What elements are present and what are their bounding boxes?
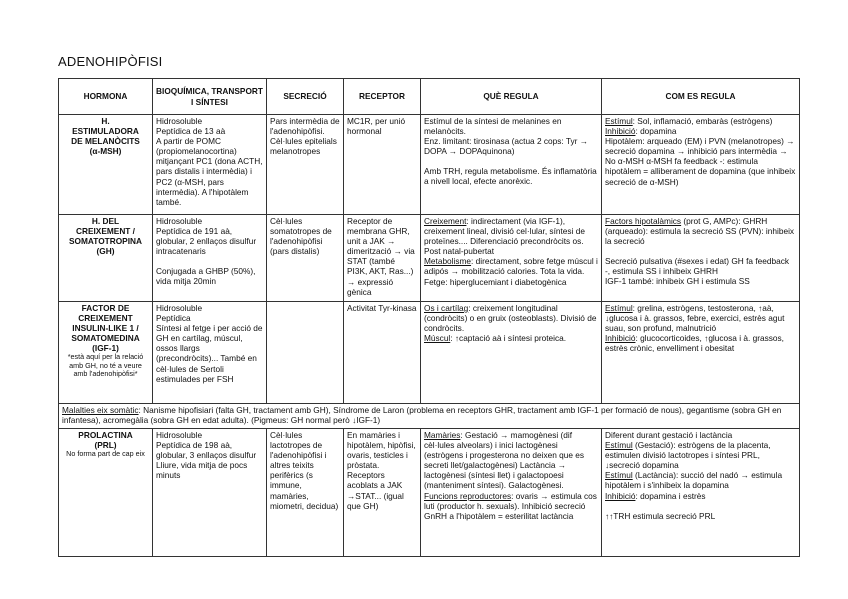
- prl-secrecio: Cèl·lules lactotropes de l'adenohipòfisi i altres teixits perifèrics (s immune, mamàries, miometri, decidua): [267, 429, 344, 557]
- prl-receptor: En mamàries i hipotàlem, hipòfisi, ovaris, testicles i pròstata. Receptors acoblats a JAK →STAT... (igual que GH): [344, 429, 421, 557]
- gh-bioquimica: Hidrosoluble Peptídica de 191 aà, globular, 2 enllaços disulfur intracatenaris Conjugada a GHBP (50%), vida mitja 20min: [153, 215, 267, 302]
- igf1-que-regula: Os i cartílag: creixement longitudinal (condròcits) o en gruix (osteoblasts). Divisió de condròcits. Múscul: ↑captació aà i síntesi proteica.: [421, 302, 602, 404]
- igf1-note: *està aquí per la relació amb GH, no té a veure amb l'adenohipòfisi*: [67, 352, 144, 379]
- igf1-secrecio: [267, 302, 344, 404]
- prl-com-es-regula: Diferent durant gestació i lactància Estímul (Gestació): estrògens de la placenta, estimulen divisió lactotropes i síntesi PRL, ↓secreció dopamina Estímul (Lactància): succió del nadó → estimula hipotàlem i s'inhibeix la dopamina Inhibició: dopamina i estrès ↑↑TRH estimula secreció PRL: [602, 429, 800, 557]
- header-receptor: RECEPTOR: [344, 79, 421, 115]
- adenohipofisi-table: [58, 78, 800, 557]
- prl-que-regula: Mamàries: Gestació → mamogènesi (dif cèl·lules alveolars) i inici lactogènesi (estrògens i progesterona no deixen que es secreti llet/galactogènesi) Lactància → lactogènesi (síntesi llet) i galactopoesi (manteniment síntesi). Galactogènesi. Funcions reproductores: ovaris → estimula cos luti (productor h. sexuals). Inhibició secreció GnRH a l'hipotàlem = esterilitat lactància: [421, 429, 602, 557]
- msh-com-es-regula: Estímul: Sol, inflamació, embaràs (estrògens) Inhibició: dopamina Hipotàlem: arqueado (EM) i PVN (melanotropes) → secreció dopamina → inhibició pars intermèdia → No α-MSH α-MSH fa feedback -: estimula hipotàlem = alliberament de dopamina (que inhibeix secreció de α-MSH): [602, 115, 800, 215]
- table-row: [59, 215, 800, 302]
- header-que-regula: QUÈ REGULA: [421, 79, 602, 115]
- header-com-es-regula: COM ES REGULA: [602, 79, 800, 115]
- msh-receptor: MC1R, per unió hormonal: [344, 115, 421, 215]
- hormone-name-msh: H. ESTIMULADORA DE MELANÒCITS (α-MSH): [59, 115, 153, 215]
- gh-secrecio: Cèl·lules somatotropes de l'adenohipòfisi (pars distalis): [267, 215, 344, 302]
- header-secrecio: SECRECIÓ: [267, 79, 344, 115]
- hormone-name-prl: PROLACTINA (PRL) No forma part de cap eix: [59, 429, 153, 557]
- hormone-name-gh: H. DEL CREIXEMENT / SOMATOTROPINA (GH): [59, 215, 153, 302]
- igf1-bioquimica: Hidrosoluble Peptídica Síntesi al fetge i per acció de GH en cartílag, múscul, ossos llargs (precondròcits)... També en cèl·lules de Sertoli estimulades per FSH: [153, 302, 267, 404]
- igf1-com-es-regula: Estímul: grelina, estrògens, testosterona, ↑aà, ↓glucosa i à. grassos, febre, exercici, estrès agut suau, son profund, malnutrició Inhibició: glucocorticoides, ↑glucosa i à. grassos, estrès crònic, envelliment i obesitat: [602, 302, 800, 404]
- header-hormona: HORMONA: [59, 79, 153, 115]
- prl-note: No forma part de cap eix: [66, 449, 145, 459]
- msh-secrecio: Pars intermèdia de l'adenohipòfisi. Cèl·lules epitelials melanotropes: [267, 115, 344, 215]
- msh-bioquimica: Hidrosoluble Peptídica de 13 aà A partir de POMC (propiomelanocortina) mitjançant PC1 (dona ACTH, pars distalis i intermèdia) i PC2 (α-MSH, pars intermèdia). A l'hipotàlem també.: [153, 115, 267, 215]
- prl-bioquimica: Hidrosoluble Peptídica de 198 aà, globular, 3 enllaços disulfur Lliure, vida mitja de pocs minuts: [153, 429, 267, 557]
- table-row: [59, 302, 800, 404]
- igf1-receptor: Activitat Tyr-kinasa: [344, 302, 421, 404]
- gh-receptor: Receptor de membrana GHR, unit a JAK → dimerització → via STAT (també PI3K, AKT, Ras...) → expressió gènica: [344, 215, 421, 302]
- page-title: ADENOHIPÒFISI: [58, 54, 163, 69]
- header-row: [59, 79, 800, 115]
- msh-que-regula: Estímul de la síntesi de melanines en melanòcits. Enz. limitant: tirosinasa (actua 2 cops: Tyr → DOPA → DOPAquinona) Amb TRH, regula metabolisme. És inflamatòria a nivell local, efecte anorèxic.: [421, 115, 602, 215]
- gh-que-regula: Creixement: indirectament (via IGF-1), creixement lineal, divisió cel·lular, síntesi de proteïnes.... Diferenciació precondròcits os. Post natal-pubertat Metabolisme: directament, sobre fetge múscul i adipós → mobilització calories. Tota la vida. Fetge: hiperglucemiant i diabetogènica: [421, 215, 602, 302]
- gh-com-es-regula: Factors hipotalàmics (prot G, AMPc): GHRH (arqueado): estimula la secreció SS (PVN): inhibeix la secreció Secreció pulsativa (#sexes i edat) GH fa feedback -, estimula SS i inhibeix GHRH IGF-1 també: inhibeix GH i estimula SS: [602, 215, 800, 302]
- malalties-eix-somatic: Malalties eix somàtic: Nanisme hipofisiari (falta GH, tractament amb GH), Síndrome de Laron (problema en receptors GHR, tractament amb IGF-1 per formació de nous), gegantisme (sobra GH en infantesa), acromegàlia (sobra GH en edat adulta). (Pigmeus: GH normal però ↓IGF-1): [59, 404, 800, 429]
- table-row: [59, 429, 800, 557]
- header-bioquimica: BIOQUÍMICA, TRANSPORT I SÍNTESI: [153, 79, 267, 115]
- table-row: [59, 115, 800, 215]
- hormone-name-igf1: FACTOR DE CREIXEMENT INSULIN-LIKE 1 / SOMATOMEDINA (IGF-1) *està aquí per la relació amb GH, no té a veure amb l'adenohipòfisi*: [59, 302, 153, 404]
- table-row: [59, 404, 800, 429]
